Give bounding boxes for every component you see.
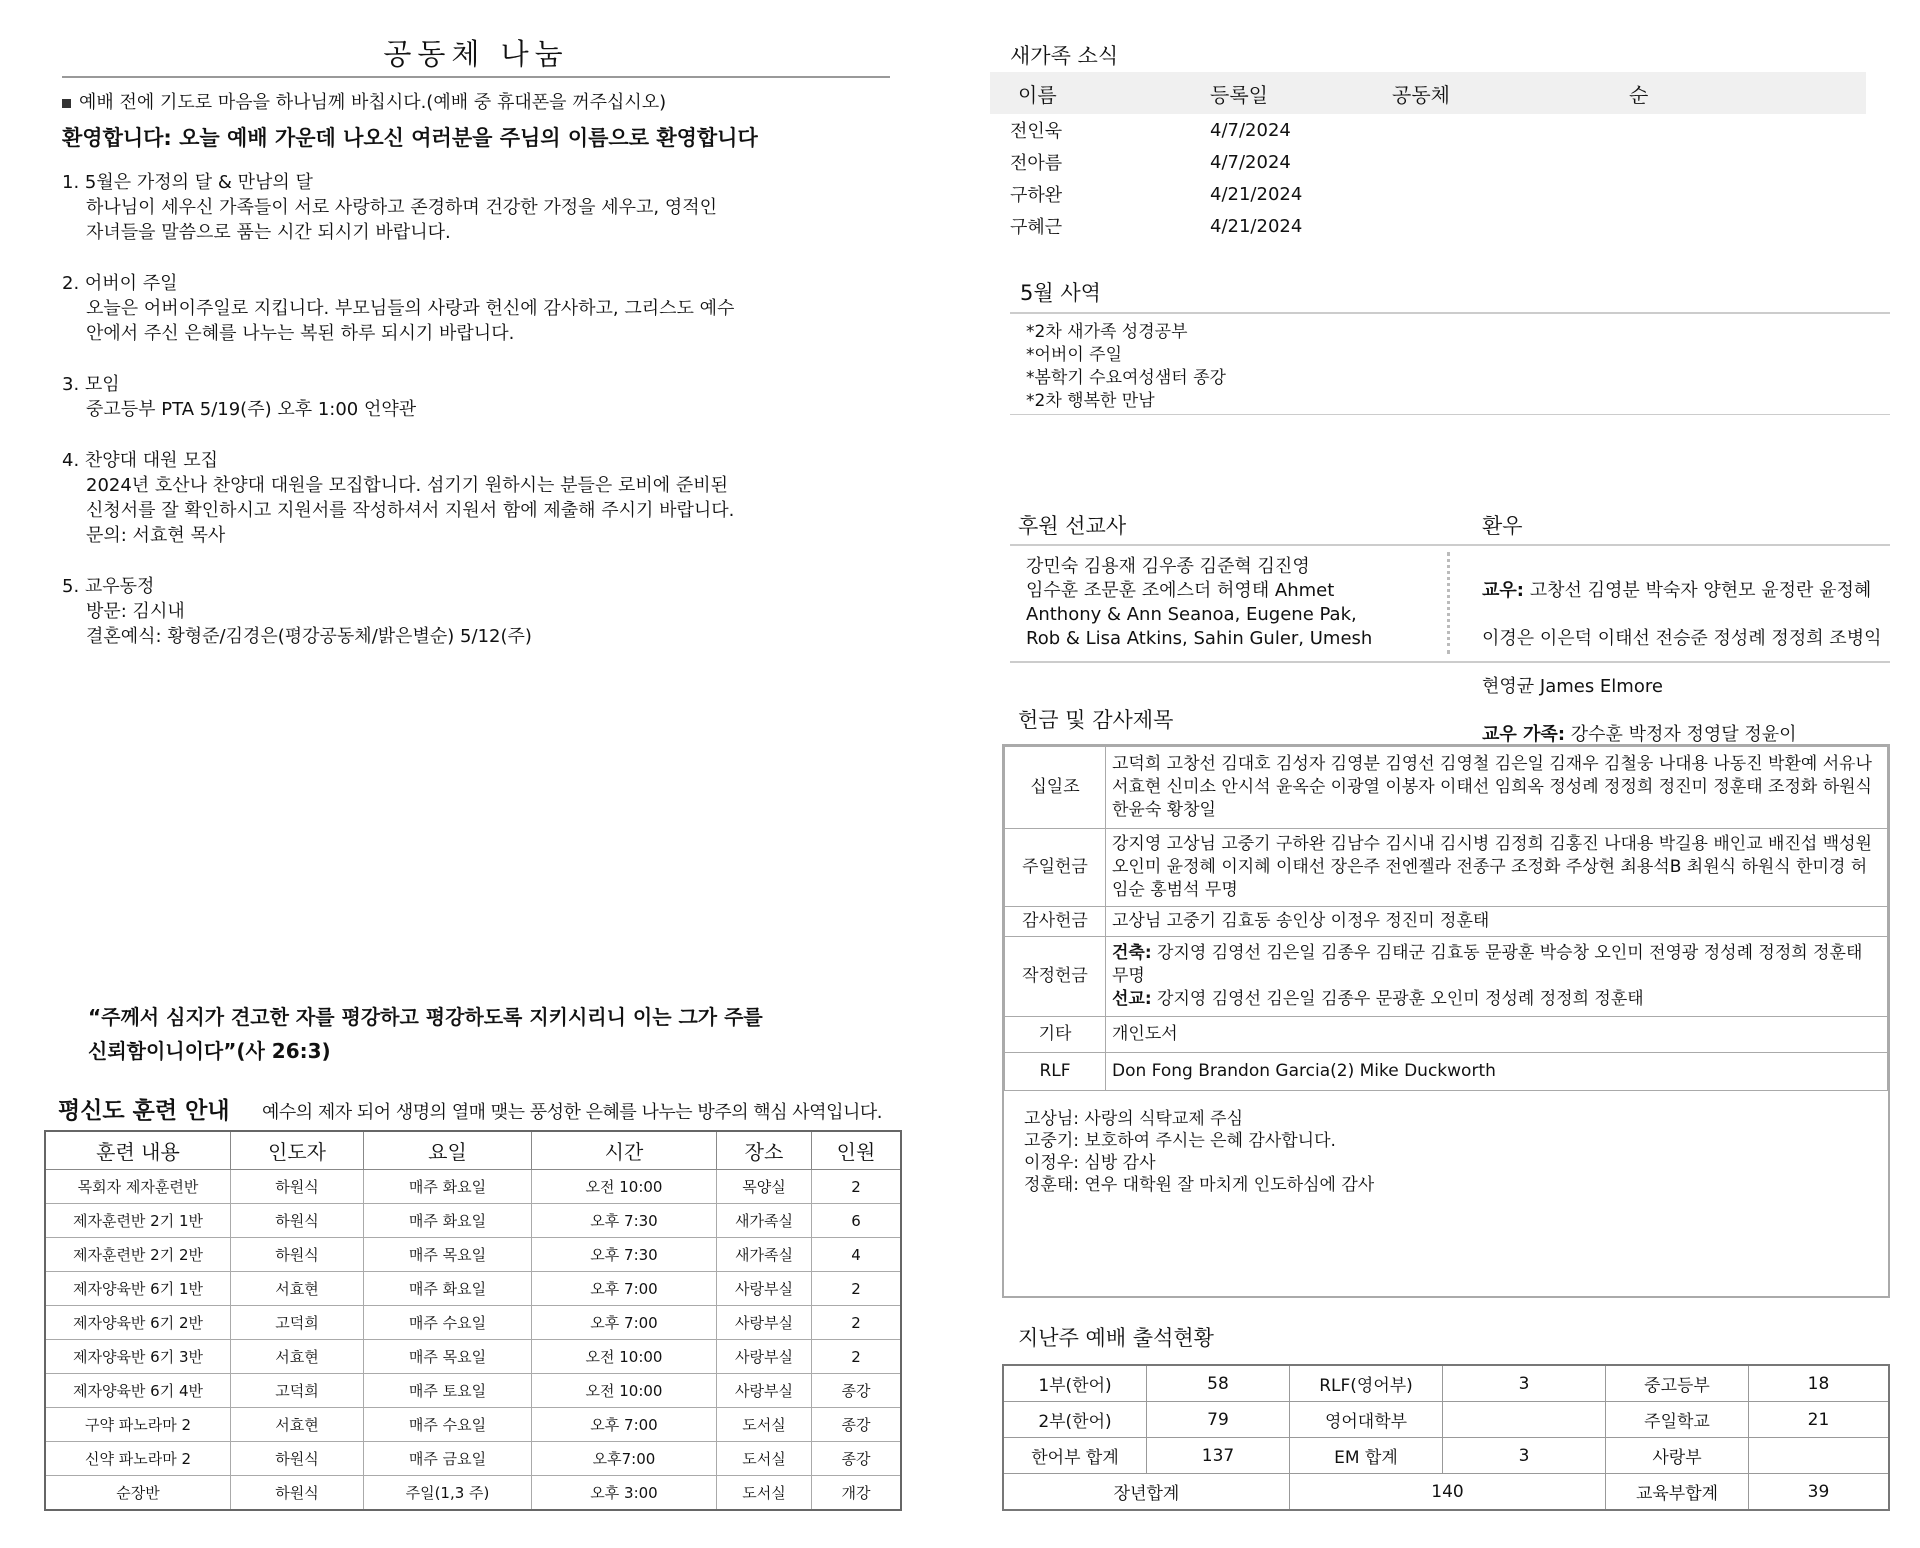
announcement-item bbox=[62, 271, 862, 346]
table-cell: 서효현 bbox=[231, 1408, 364, 1442]
table-cell: 제자훈련반 2기 2반 bbox=[45, 1238, 231, 1272]
newfamily-title: 새가족 소식 bbox=[1010, 44, 1119, 68]
attendance-cell: 한어부 합계 bbox=[1003, 1438, 1147, 1474]
sick-line: 이경은 이은덕 이태선 전승준 정성례 정정희 조병익 bbox=[1482, 628, 1882, 649]
column-header: 순 bbox=[1628, 72, 1866, 114]
table-cell: 4/7/2024 bbox=[1210, 151, 1291, 173]
table-cell: 2 bbox=[812, 1340, 902, 1374]
announcement-heading: 2. 어버이 주일 bbox=[62, 273, 178, 294]
attendance-cell: 140 bbox=[1290, 1474, 1606, 1511]
table-cell: 목양실 bbox=[717, 1170, 812, 1204]
table-cell: 제자훈련반 2기 1반 bbox=[45, 1204, 231, 1238]
attendance-cell: 교육부합계 bbox=[1606, 1474, 1749, 1511]
attendance-cell: 장년합계 bbox=[1003, 1474, 1290, 1511]
welcome-text: 환영합니다: 오늘 예배 가운데 나오신 여러분을 주님의 이름으로 환영합니다 bbox=[62, 126, 758, 150]
sick-line bbox=[1482, 579, 1881, 603]
table-row bbox=[45, 1238, 901, 1272]
offering-row bbox=[1005, 829, 1888, 907]
table-row bbox=[45, 1204, 901, 1238]
table-cell: 하원식 bbox=[231, 1442, 364, 1476]
offering-names: 개인도서 bbox=[1106, 1017, 1888, 1053]
table-cell: 매주 화요일 bbox=[364, 1204, 532, 1238]
offering-names: Don Fong Brandon Garcia(2) Mike Duckworth bbox=[1106, 1053, 1888, 1091]
pledge-label: 건축: bbox=[1112, 943, 1152, 963]
offering-names: 강지영 고상님 고중기 구하완 김남수 김시내 김시병 김정희 김홍진 나대용 박길용 배인교 배진섭 백성원 오인미 윤정혜 이지혜 이태선 장은주 전엔젤라 전종구 조정화 주상현 최용석B 최원식 하원식 한미경 허임순 홍범석 무명 bbox=[1106, 829, 1888, 907]
table-cell: 매주 수요일 bbox=[364, 1306, 532, 1340]
table-cell: 제자양육반 6기 3반 bbox=[45, 1340, 231, 1374]
column-header: 공동체 bbox=[1391, 72, 1628, 114]
offering-label: RLF bbox=[1005, 1053, 1106, 1091]
pledge-names: 강지영 김영선 김은일 김종우 김태군 김효동 문광훈 박승창 오인미 전영광 정성례 정정희 정훈태 무명 bbox=[1112, 943, 1863, 986]
table-cell: 사랑부실 bbox=[717, 1272, 812, 1306]
table-cell: 오후 7:30 bbox=[532, 1238, 717, 1272]
column-header: 이름 bbox=[990, 72, 1209, 114]
table-cell: 순장반 bbox=[45, 1476, 231, 1511]
attendance-cell: 중고등부 bbox=[1606, 1365, 1749, 1402]
offering-row bbox=[1005, 747, 1888, 829]
attendance-row bbox=[1003, 1474, 1889, 1511]
announcement-body: 방문: 김시내 결혼예식: 황형준/김경은(평강공동체/밝은별순) 5/12(주) bbox=[86, 601, 532, 647]
table-cell: 주일(1,3 주) bbox=[364, 1476, 532, 1511]
table-cell: 6 bbox=[812, 1204, 902, 1238]
pledge-line bbox=[1112, 988, 1881, 1011]
column-separator bbox=[1447, 552, 1450, 654]
verse-line: 신뢰함이니이다”(사 26:3) bbox=[88, 1039, 331, 1063]
column-header: 요일 bbox=[364, 1131, 532, 1170]
square-bullet-icon bbox=[62, 99, 71, 108]
attendance-cell: 79 bbox=[1147, 1402, 1290, 1438]
table-cell: 매주 토요일 bbox=[364, 1374, 532, 1408]
announcement-body: 2024년 호산나 찬양대 대원을 모집합니다. 섬기기 원하시는 분들은 로비에 준비된 신청서를 잘 확인하시고 지원서를 작성하셔서 지원서 함에 제출해 주시기 바랍니다. 문의: 서효현 목사 bbox=[86, 475, 735, 546]
pledge-line bbox=[1112, 942, 1881, 988]
attendance-cell: 18 bbox=[1749, 1365, 1890, 1402]
missionary-divider bbox=[1010, 544, 1890, 546]
missionary-title: 후원 선교사 bbox=[1018, 514, 1127, 538]
table-header-row bbox=[45, 1131, 901, 1170]
table-cell: 2 bbox=[812, 1272, 902, 1306]
offering-label: 십일조 bbox=[1005, 747, 1106, 829]
announcement-item bbox=[62, 448, 862, 548]
table-cell bbox=[1628, 210, 1866, 242]
table-cell: 사랑부실 bbox=[717, 1306, 812, 1340]
notice bbox=[62, 88, 666, 114]
attendance-cell bbox=[1443, 1402, 1606, 1438]
table-cell: 매주 화요일 bbox=[364, 1170, 532, 1204]
verse-line: “주께서 심지가 견고한 자를 평강하고 평강하도록 지키시리니 이는 그가 주를 bbox=[88, 1005, 763, 1029]
offering-names: 고상님 고중기 김효동 송인상 이정우 정진미 정훈태 bbox=[1106, 907, 1888, 937]
pledge-names: 강지영 김영선 김은일 김종우 문광훈 오인미 정성례 정정희 정훈태 bbox=[1151, 989, 1644, 1009]
title-divider bbox=[62, 76, 890, 78]
column-header: 인도자 bbox=[231, 1131, 364, 1170]
column-header: 훈련 내용 bbox=[45, 1131, 231, 1170]
announcement-heading: 4. 찬양대 대원 모집 bbox=[62, 450, 219, 471]
attendance-cell: 2부(한어) bbox=[1003, 1402, 1147, 1438]
announcement-list bbox=[62, 170, 862, 675]
table-cell: 하원식 bbox=[231, 1170, 364, 1204]
offering-table bbox=[1004, 746, 1888, 1091]
table-cell: 개강 bbox=[812, 1476, 902, 1511]
table-cell: 오후 7:30 bbox=[532, 1204, 717, 1238]
column-header: 시간 bbox=[532, 1131, 717, 1170]
announcement-heading: 1. 5월은 가정의 달 & 만남의 달 bbox=[62, 172, 313, 193]
pledge-label: 선교: bbox=[1112, 989, 1152, 1009]
table-cell bbox=[1391, 114, 1628, 146]
attendance-cell: 39 bbox=[1749, 1474, 1890, 1511]
table-cell: 고덕희 bbox=[231, 1306, 364, 1340]
attendance-row bbox=[1003, 1438, 1889, 1474]
table-cell: 서효현 bbox=[231, 1340, 364, 1374]
announcement-item bbox=[62, 372, 862, 422]
announcement-heading: 5. 교우동정 bbox=[62, 576, 155, 597]
attendance-cell: 사랑부 bbox=[1606, 1438, 1749, 1474]
missionary-list: 강민숙 김용재 김우종 김준혁 김진영 임수훈 조문훈 조에스더 허영태 Ahmet Anthony & Ann Seanoa, Eugene Pak, Rob & Lisa Atkins, Sahin Guler, Umesh bbox=[1026, 556, 1373, 649]
community-title: 공동체 나눔 bbox=[383, 37, 569, 71]
table-cell: 오전 10:00 bbox=[532, 1374, 717, 1408]
offering-label: 주일헌금 bbox=[1005, 829, 1106, 907]
attendance-cell: 1부(한어) bbox=[1003, 1365, 1147, 1402]
table-cell: 하원식 bbox=[231, 1476, 364, 1511]
offering-label: 작정헌금 bbox=[1005, 937, 1106, 1017]
table-cell: 새가족실 bbox=[717, 1238, 812, 1272]
column-header: 인원 bbox=[812, 1131, 902, 1170]
announcement-body: 하나님이 세우신 가족들이 서로 사랑하고 존경하며 건강한 가정을 세우고, 영적인 자녀들을 말씀으로 품는 시간 되시기 바랍니다. bbox=[86, 197, 718, 243]
attendance-cell bbox=[1749, 1438, 1890, 1474]
table-cell: 제자양육반 6기 1반 bbox=[45, 1272, 231, 1306]
attendance-row bbox=[1003, 1365, 1889, 1402]
sick-names: 고창선 김영분 박숙자 양현모 윤정란 윤정혜 bbox=[1523, 580, 1872, 601]
table-cell: 서효현 bbox=[231, 1272, 364, 1306]
offering-row bbox=[1005, 1017, 1888, 1053]
attendance-cell: 21 bbox=[1749, 1402, 1890, 1438]
training-table bbox=[44, 1130, 902, 1511]
ministry-divider bbox=[1010, 312, 1890, 314]
table-cell: 매주 금요일 bbox=[364, 1442, 532, 1476]
attendance-cell: EM 합계 bbox=[1290, 1438, 1443, 1474]
table-cell: 제자양육반 6기 4반 bbox=[45, 1374, 231, 1408]
table-cell bbox=[1391, 146, 1628, 178]
table-row bbox=[45, 1408, 901, 1442]
table-cell bbox=[1628, 146, 1866, 178]
table-cell: 오전 10:00 bbox=[532, 1170, 717, 1204]
offering-title: 헌금 및 감사제목 bbox=[1018, 708, 1174, 732]
table-row bbox=[45, 1170, 901, 1204]
attendance-cell: 주일학교 bbox=[1606, 1402, 1749, 1438]
table-cell: 매주 목요일 bbox=[364, 1340, 532, 1374]
sick-names: 강수훈 박정자 정영달 정윤이 bbox=[1565, 724, 1797, 745]
scripture-verse bbox=[88, 1000, 788, 1068]
column-header: 장소 bbox=[717, 1131, 812, 1170]
sick-line: 현영균 James Elmore bbox=[1482, 676, 1663, 697]
ministry-list: *2차 새가족 성경공부 *어버이 주일 *봄학기 수요여성샘터 종강 *2차 행복한 만남 bbox=[1026, 322, 1226, 411]
table-cell: 오후 7:00 bbox=[532, 1306, 717, 1340]
table-cell bbox=[1628, 178, 1866, 210]
offering-row bbox=[1005, 907, 1888, 937]
table-cell: 2 bbox=[812, 1170, 902, 1204]
attendance-cell: 3 bbox=[1443, 1365, 1606, 1402]
table-cell: 목회자 제자훈련반 bbox=[45, 1170, 231, 1204]
table-cell bbox=[1628, 114, 1866, 146]
table-cell: 오후 7:00 bbox=[532, 1408, 717, 1442]
table-cell: 새가족실 bbox=[717, 1204, 812, 1238]
sick-title: 환우 bbox=[1482, 514, 1523, 538]
table-cell: 종강 bbox=[812, 1374, 902, 1408]
sick-label: 교우 가족: bbox=[1482, 724, 1566, 745]
table-cell: 사랑부실 bbox=[717, 1374, 812, 1408]
announcement-item bbox=[62, 170, 862, 245]
announcement-heading: 3. 모임 bbox=[62, 374, 120, 395]
offering-names: 고덕희 고창선 김대호 김성자 김영분 김영선 김영철 김은일 김재우 김철웅 나대용 나동진 박환예 서유나 서효현 신미소 안시석 윤옥순 이광열 이봉자 이태선 임희옥 정성례 정정희 정진미 정훈태 조정화 하원식 한윤숙 황창일 bbox=[1106, 747, 1888, 829]
table-cell: 4 bbox=[812, 1238, 902, 1272]
table-cell: 4/21/2024 bbox=[1210, 215, 1303, 237]
table-cell: 도서실 bbox=[717, 1408, 812, 1442]
table-row bbox=[45, 1340, 901, 1374]
announcement-body: 오늘은 어버이주일로 지킵니다. 부모님들의 사랑과 헌신에 감사하고, 그리스도 예수 안에서 주신 은혜를 나누는 복된 하루 되시기 바랍니다. bbox=[86, 298, 735, 344]
training-title: 평신도 훈련 안내 bbox=[58, 1098, 230, 1124]
table-row bbox=[45, 1476, 901, 1511]
table-cell: 도서실 bbox=[717, 1476, 812, 1511]
offering-label: 감사헌금 bbox=[1005, 907, 1106, 937]
table-cell bbox=[1391, 178, 1628, 210]
table-cell: 구혜근 bbox=[1010, 217, 1063, 238]
table-cell bbox=[1391, 210, 1628, 242]
table-cell: 종강 bbox=[812, 1408, 902, 1442]
attendance-row bbox=[1003, 1402, 1889, 1438]
ministry-title: 5월 사역 bbox=[1020, 281, 1101, 305]
table-cell: 제자양육반 6기 2반 bbox=[45, 1306, 231, 1340]
table-header-row bbox=[990, 72, 1866, 114]
table-cell: 종강 bbox=[812, 1442, 902, 1476]
ministry-bottom-divider bbox=[1010, 414, 1890, 415]
thanks-notes: 고상님: 사랑의 식탁교제 주심 고중기: 보호하여 주시는 은혜 감사합니다. 이정우: 심방 감사 정훈태: 연우 대학원 잘 마치게 인도하심에 감사 bbox=[1024, 1109, 1375, 1195]
table-cell: 구약 파노라마 2 bbox=[45, 1408, 231, 1442]
sick-list bbox=[1482, 555, 1881, 771]
table-cell: 전인욱 bbox=[1010, 121, 1063, 142]
table-cell: 구하완 bbox=[1010, 185, 1063, 206]
table-cell: 매주 수요일 bbox=[364, 1408, 532, 1442]
attendance-cell: RLF(영어부) bbox=[1290, 1365, 1443, 1402]
table-cell: 매주 화요일 bbox=[364, 1272, 532, 1306]
table-row bbox=[45, 1272, 901, 1306]
notice-text: 예배 전에 기도로 마음을 하나님께 바칩시다.(예배 중 휴대폰을 꺼주십시오) bbox=[79, 92, 667, 113]
sick-label: 교우: bbox=[1482, 580, 1524, 601]
attendance-cell: 3 bbox=[1443, 1438, 1606, 1474]
table-cell: 오후 3:00 bbox=[532, 1476, 717, 1511]
table-cell: 하원식 bbox=[231, 1238, 364, 1272]
table-cell: 4/21/2024 bbox=[1210, 183, 1303, 205]
offering-row bbox=[1005, 937, 1888, 1017]
table-cell: 사랑부실 bbox=[717, 1340, 812, 1374]
table-cell: 4/7/2024 bbox=[1210, 119, 1291, 141]
table-cell: 도서실 bbox=[717, 1442, 812, 1476]
announcement-item bbox=[62, 574, 862, 649]
table-cell: 하원식 bbox=[231, 1204, 364, 1238]
training-description: 예수의 제자 되어 생명의 열매 맺는 풍성한 은혜를 나누는 방주의 핵심 사역입니다. bbox=[262, 1102, 882, 1123]
table-cell: 고덕희 bbox=[231, 1374, 364, 1408]
missionary-bottom-divider bbox=[1010, 661, 1890, 663]
table-row bbox=[45, 1442, 901, 1476]
table-row bbox=[45, 1306, 901, 1340]
table-row bbox=[45, 1374, 901, 1408]
table-cell: 신약 파노라마 2 bbox=[45, 1442, 231, 1476]
table-row bbox=[990, 210, 1866, 242]
table-row bbox=[990, 178, 1866, 210]
table-cell: 매주 목요일 bbox=[364, 1238, 532, 1272]
newfamily-table bbox=[990, 72, 1866, 242]
attendance-table bbox=[1002, 1364, 1890, 1511]
attendance-title: 지난주 예배 출석현황 bbox=[1018, 1326, 1214, 1350]
attendance-cell: 58 bbox=[1147, 1365, 1290, 1402]
offering-label: 기타 bbox=[1005, 1017, 1106, 1053]
table-row bbox=[990, 146, 1866, 178]
table-row bbox=[990, 114, 1866, 146]
table-cell: 오후7:00 bbox=[532, 1442, 717, 1476]
table-cell: 전아름 bbox=[1010, 153, 1063, 174]
announcement-body: 중고등부 PTA 5/19(주) 오후 1:00 언약관 bbox=[86, 399, 417, 420]
table-cell: 오후 7:00 bbox=[532, 1272, 717, 1306]
table-cell: 오전 10:00 bbox=[532, 1340, 717, 1374]
offering-names bbox=[1106, 937, 1888, 1017]
attendance-cell: 137 bbox=[1147, 1438, 1290, 1474]
table-cell: 2 bbox=[812, 1306, 902, 1340]
offering-row bbox=[1005, 1053, 1888, 1091]
column-header: 등록일 bbox=[1209, 72, 1391, 114]
attendance-cell: 영어대학부 bbox=[1290, 1402, 1443, 1438]
